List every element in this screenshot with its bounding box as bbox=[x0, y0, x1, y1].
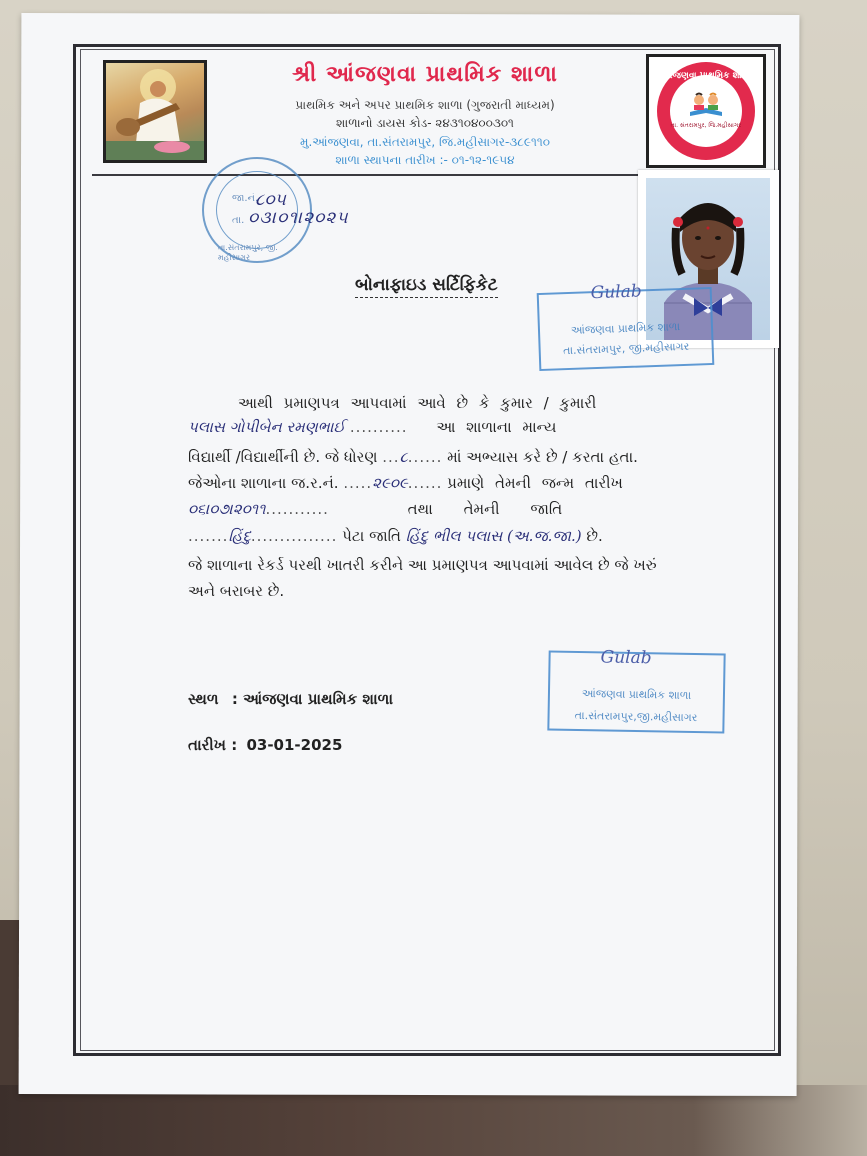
standard-value: ૮ bbox=[399, 448, 408, 466]
body-line-5: ૦૬।૦૭।૨૦૧૧........... તથા તેમની જાતિ bbox=[188, 500, 563, 518]
body-line-6-end: છે. bbox=[586, 527, 603, 545]
body-line-2: પલાસ ગોપીબેન રમણભાઈ .......... આ શાળાના માન્ય bbox=[188, 418, 557, 436]
school-stamp-bottom bbox=[547, 647, 725, 733]
body-line-3-b: માં અભ્યાસ કરે છે / કરતા હતા. bbox=[447, 448, 638, 466]
school-stamp-top bbox=[537, 281, 715, 371]
inward-stamp-place: તા.સંતરામપુર, જી. મહીસાગર bbox=[218, 243, 278, 262]
headmaster-signature-bottom: Gulab bbox=[600, 647, 652, 669]
inward-no-label: જા.નં. bbox=[232, 193, 259, 204]
inward-number-value: ૮૦૫ bbox=[255, 190, 286, 210]
logo-ring-text: આંજણવા પ્રાથમિક શાળા bbox=[661, 71, 751, 81]
dise-code: શાળાનો ડાયસ કોડ- ૨૪૩૧૦૪૦૦૩૦૧ bbox=[336, 116, 514, 130]
place-line bbox=[188, 690, 393, 708]
sub-caste-value: હિંદુ ભીલ પલાસ (અ.જ.જા.) bbox=[405, 527, 582, 545]
date-label: તારીખ : bbox=[188, 736, 238, 754]
stamp-bottom-line2: તા.સંતરામપુર,જી.મહીસાગર bbox=[574, 708, 698, 725]
body-line-7: જે શાળાના રેકર્ડ પરથી ખાતરી કરીને આ પ્રમાણપત્ર આપવામાં આવેલ છે જે ખરું bbox=[188, 556, 657, 574]
school-address: મુ.આંજણવા, તા.સંતરામપુર, જિ.મહીસાગર-૩૮૯૧૧૦ bbox=[300, 135, 550, 149]
stamp-bottom-line1: આંજણવા પ્રાથમિક શાળા bbox=[581, 687, 692, 702]
logo-subtext: તા. સંતરામપુર, જિ.મહીસાગર bbox=[670, 122, 742, 129]
date-line bbox=[188, 736, 342, 754]
body-line-8: અને બરાબર છે. bbox=[188, 582, 285, 600]
date-value: 03-01-2025 bbox=[246, 736, 343, 754]
inward-date-label: તા. bbox=[232, 215, 245, 226]
body-line-2-rest: આ શાળાના માન્ય bbox=[436, 418, 557, 436]
birth-date: ૦૬।૦૭।૨૦૧૧ bbox=[188, 500, 266, 518]
body-line-4: જેઓના શાળાના જ.ર.નં. .....૨૯૦૯...... પ્રમાણે તેમની જન્મ તારીખ bbox=[188, 474, 623, 492]
school-name: શ્રી આંજણવા પ્રાથમિક શાળા bbox=[292, 62, 558, 87]
school-type: પ્રાથમિક અને અપર પ્રાથમિક શાળા (ગુજરાતી માધ્યમ) bbox=[295, 98, 555, 112]
certificate-title: બોનાફાઇડ સર્ટિફિકેટ bbox=[355, 275, 498, 298]
school-logo bbox=[646, 54, 766, 168]
body-line-4-a: જેઓના શાળાના જ.ર.નં. bbox=[188, 474, 339, 492]
sub-caste-label: પેટા જાતિ bbox=[342, 527, 401, 545]
header-divider bbox=[92, 174, 640, 176]
body-line-3: વિદ્યાર્થી /વિદ્યાર્થીની છે. જે ધોરણ ...૮...... માં અભ્યાસ કરે છે / કરતા હતા. bbox=[188, 448, 638, 466]
headmaster-signature-top: Gulab bbox=[590, 281, 643, 304]
place-value: : આંજણવા પ્રાથમિક શાળા bbox=[231, 690, 394, 708]
body-line-5-b: તથા તેમની જાતિ bbox=[407, 500, 563, 518]
stamp-top-line1: આંજણવા પ્રાથમિક શાળા bbox=[570, 320, 681, 337]
body-line-6: .......હિંદુ............... પેટા જાતિ હિંદુ ભીલ પલાસ (અ.જ.જા.) છે. bbox=[188, 527, 603, 545]
body-line-3-a: વિદ્યાર્થી /વિદ્યાર્થીની છે. જે ધોરણ bbox=[188, 448, 378, 466]
stamp-top-line2: તા.સંતરામપુર, જી.મહીસાગર bbox=[562, 339, 690, 358]
student-name: પલાસ ગોપીબેન રમણભાઈ bbox=[188, 418, 346, 436]
gr-number: ૨૯૦૯ bbox=[372, 474, 408, 492]
saraswati-image bbox=[103, 60, 207, 163]
caste-value: હિંદુ bbox=[228, 527, 251, 545]
establishment-date: શાળા સ્થાપના તારીખ :- ૦૧-૧૨-૧૯૫૪ bbox=[335, 153, 515, 167]
body-line-4-b: પ્રમાણે તેમની જન્મ તારીખ bbox=[447, 474, 623, 492]
body-line-1: આથી પ્રમાણપત્ર આપવામાં આવે છે કે કુમાર / કુમારી bbox=[238, 394, 597, 412]
inward-date-value: ૦૩।૦૧।૨૦૨૫ bbox=[248, 208, 349, 228]
place-label: સ્થળ bbox=[188, 690, 219, 708]
children-reading-icon bbox=[686, 92, 726, 118]
